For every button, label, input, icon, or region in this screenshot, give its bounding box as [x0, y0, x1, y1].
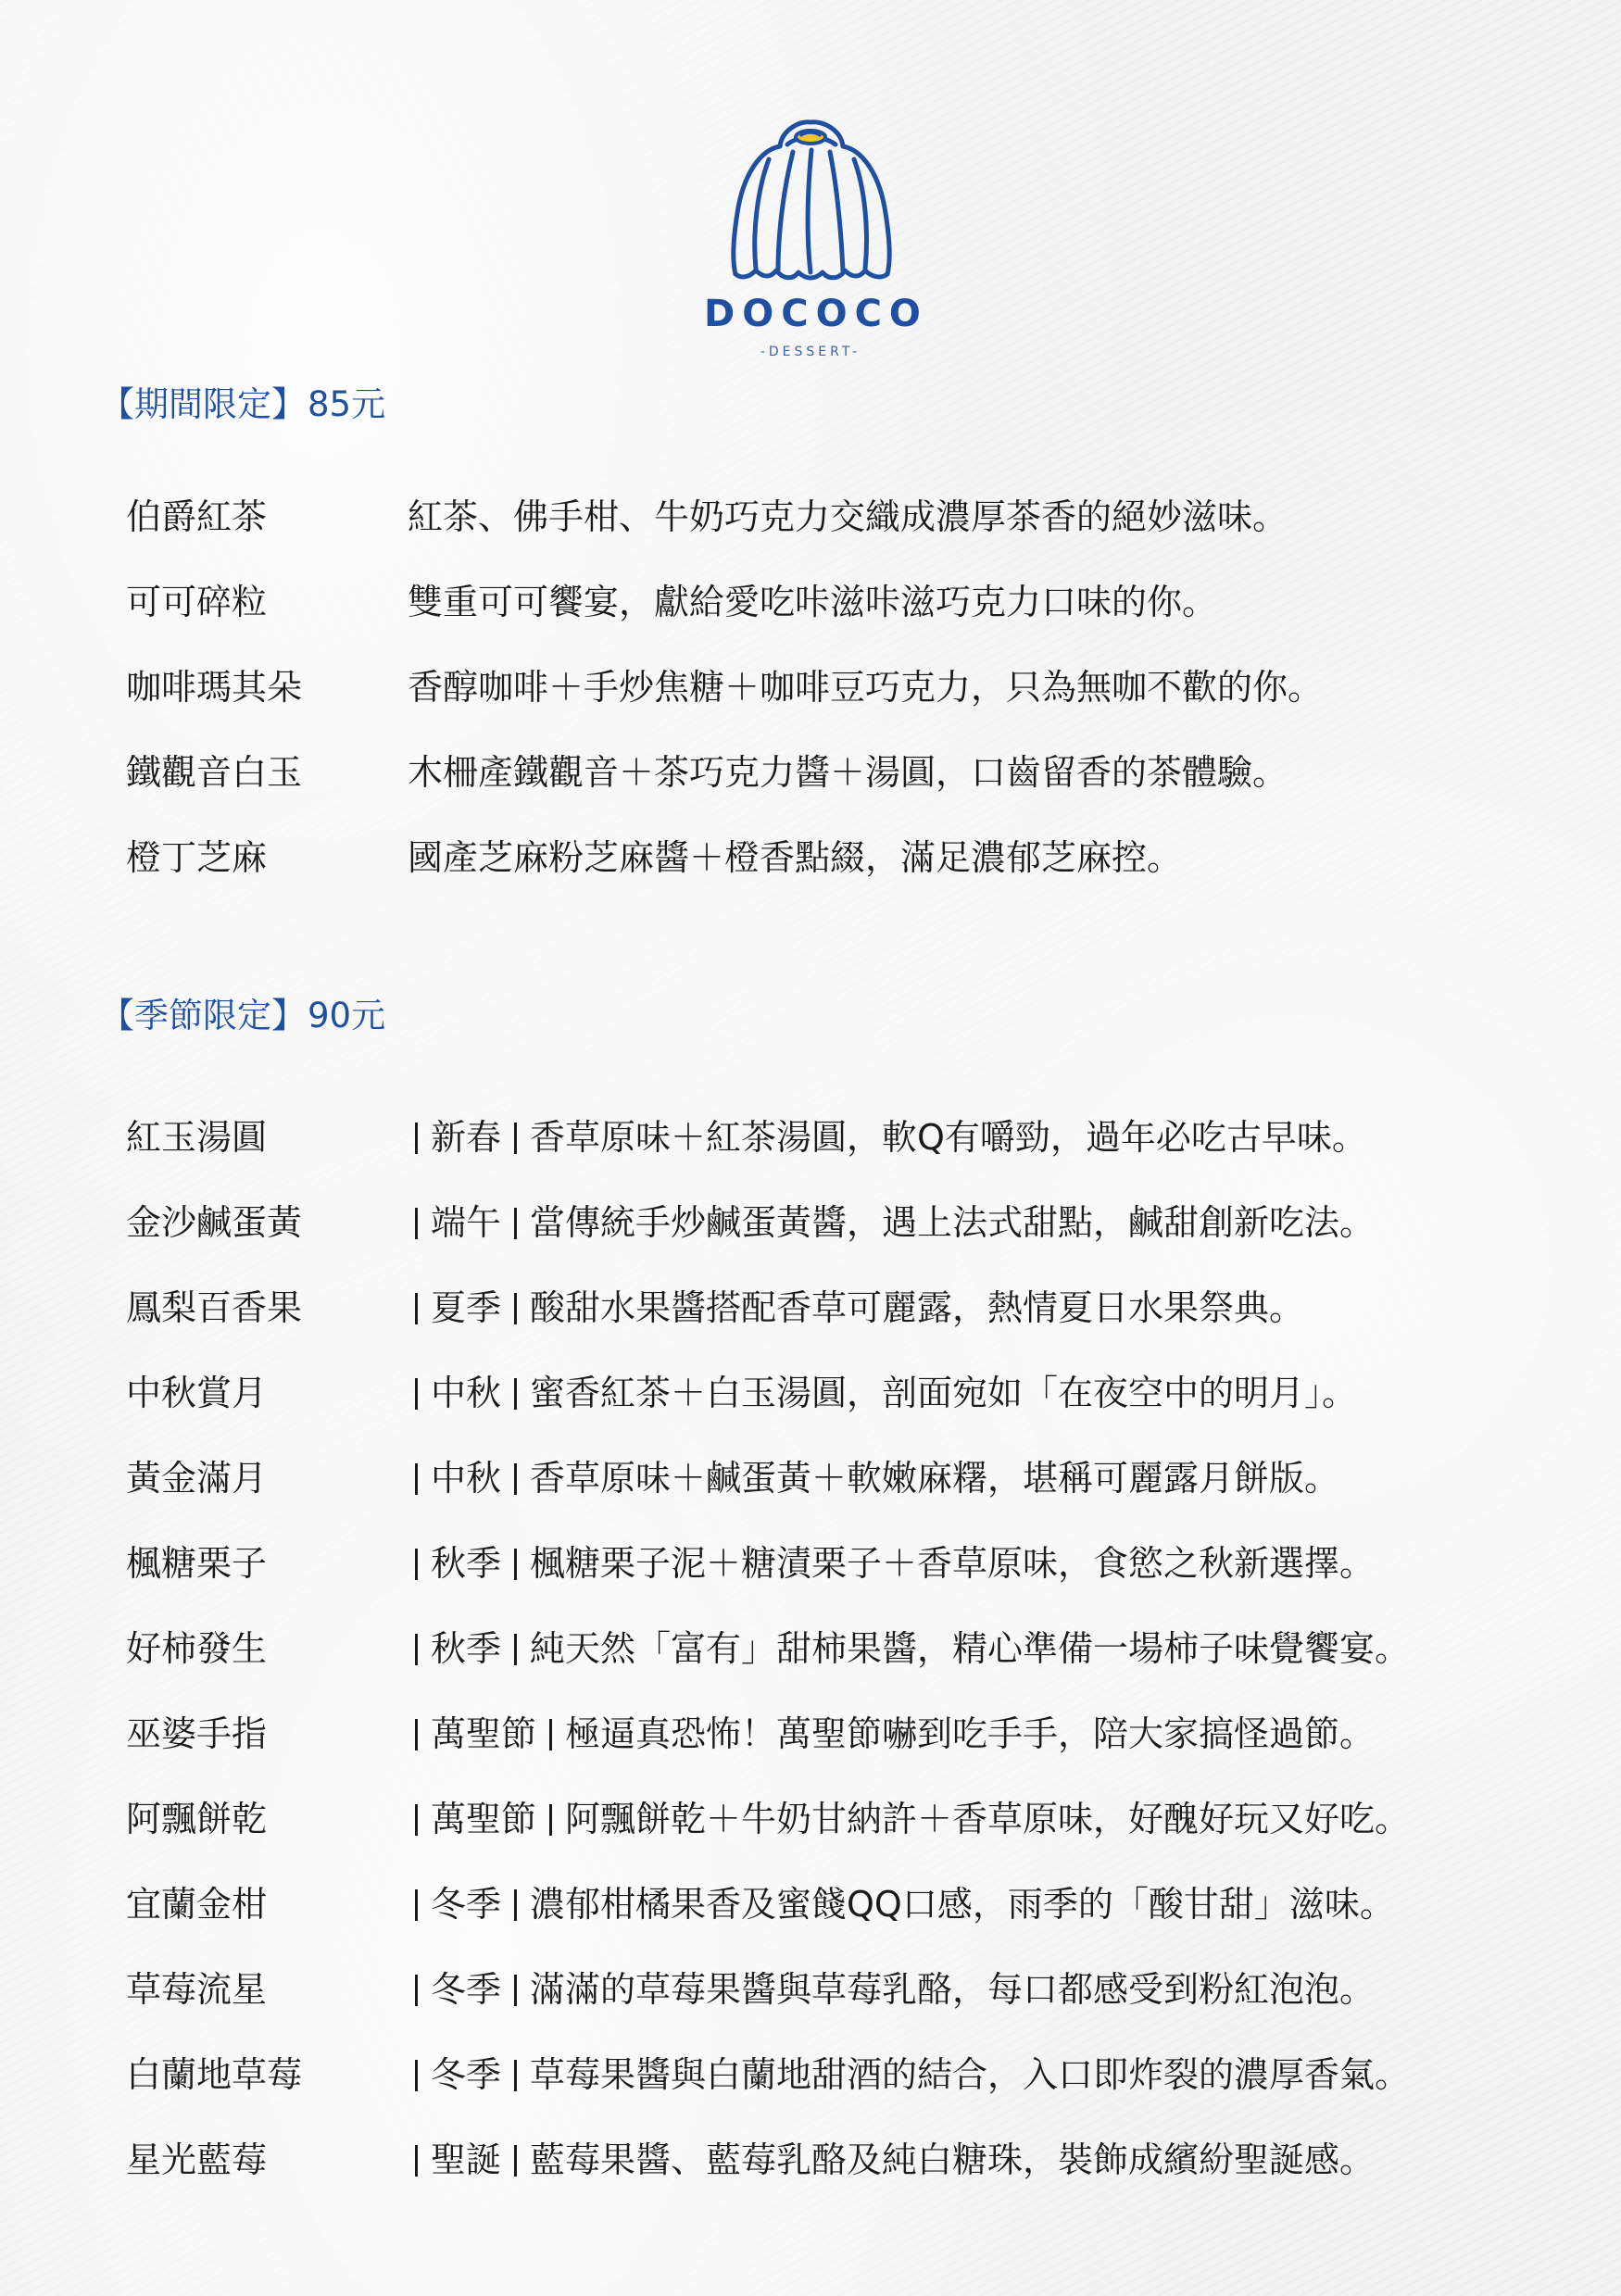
item-name: 星光藍莓	[126, 2139, 268, 2180]
item-name: 咖啡瑪其朵	[126, 667, 303, 708]
item-season: 端午	[431, 1202, 502, 1243]
brand-subtitle: -DESSERT-	[760, 345, 861, 359]
item-description: 蜜香紅茶＋白玉湯圓，剖面宛如「在夜空中的明月」。	[530, 1373, 1358, 1413]
brand-name: DOCOCO	[704, 293, 928, 335]
canele-icon	[715, 111, 906, 287]
item-season: 中秋	[431, 1458, 502, 1499]
item-name: 宜蘭金柑	[126, 1884, 268, 1925]
item-description: 香草原味＋紅茶湯圓，軟Q有嚼勁，過年必吃古早味。	[530, 1117, 1367, 1158]
item-description: 國產芝麻粉芝麻醬＋橙香點綴，滿足濃郁芝麻控。	[408, 837, 1183, 878]
item-name: 黃金滿月	[126, 1458, 268, 1499]
item-description: 純天然「富有」甜柿果醬，精心準備一場柿子味覺饗宴。	[530, 1628, 1411, 1669]
section-price: 85元	[308, 384, 386, 424]
item-description: 紅茶、佛手柑、牛奶巧克力交織成濃厚茶香的絕妙滋味。	[408, 496, 1288, 537]
item-description: 極逼真恐怖！萬聖節嚇到吃手手，陪大家搞怪過節。	[565, 1713, 1376, 1754]
item-description: 香醇咖啡＋手炒焦糖＋咖啡豆巧克力，只為無咖不歡的你。	[408, 667, 1324, 708]
item-description: 草莓果醬與白蘭地甜酒的結合，入口即炸裂的濃厚香氣。	[530, 2054, 1411, 2095]
item-name: 草莓流星	[126, 1969, 268, 2010]
item-description: 濃郁柑橘果香及蜜餞QQ口感，雨季的「酸甘甜」滋味。	[530, 1884, 1395, 1925]
item-season: 冬季	[431, 1884, 502, 1925]
section-price: 90元	[308, 996, 386, 1035]
item-name: 楓糖栗子	[126, 1543, 268, 1584]
item-name: 金沙鹹蛋黃	[126, 1202, 303, 1243]
item-season: 萬聖節	[431, 1799, 537, 1839]
item-name: 好柿發生	[126, 1628, 268, 1669]
item-name: 伯爵紅茶	[126, 496, 268, 537]
item-name: 白蘭地草莓	[126, 2054, 303, 2095]
item-description: 雙重可可饗宴，獻給愛吃咔滋咔滋巧克力口味的你。	[408, 582, 1218, 622]
item-description: 當傳統手炒鹹蛋黃醬，遇上法式甜點，鹹甜創新吃法。	[530, 1202, 1376, 1243]
item-season: 秋季	[431, 1543, 502, 1584]
section-title: 【期間限定】	[100, 384, 306, 424]
item-name: 中秋賞月	[126, 1373, 268, 1413]
item-name: 阿飄餅乾	[126, 1799, 268, 1839]
item-description: 酸甜水果醬搭配香草可麗露，熱情夏日水果祭典。	[530, 1287, 1305, 1328]
item-description: 香草原味＋鹹蛋黃＋軟嫩麻糬，堪稱可麗露月餅版。	[530, 1458, 1340, 1499]
item-season: 秋季	[431, 1628, 502, 1669]
item-name: 鳳梨百香果	[126, 1287, 303, 1328]
item-name: 紅玉湯圓	[126, 1117, 268, 1158]
section-heading-seasonal	[100, 987, 385, 1037]
item-season: 聖誕	[431, 2139, 502, 2180]
item-name: 鐵觀音白玉	[126, 752, 303, 793]
section-title: 【季節限定】	[100, 996, 306, 1035]
item-description: 楓糖栗子泥＋糖漬栗子＋香草原味，食慾之秋新選擇。	[530, 1543, 1376, 1584]
item-season: 冬季	[431, 2054, 502, 2095]
item-description: 藍莓果醬、藍莓乳酪及純白糖珠，裝飾成繽紛聖誕感。	[530, 2139, 1376, 2180]
section-heading-limited	[100, 376, 385, 426]
dococo-logo	[704, 111, 928, 370]
item-description: 木柵產鐵觀音＋茶巧克力醬＋湯圓，口齒留香的茶體驗。	[408, 752, 1288, 793]
item-description: 阿飄餅乾＋牛奶甘納許＋香草原味，好醜好玩又好吃。	[565, 1799, 1411, 1839]
item-name: 橙丁芝麻	[126, 837, 268, 878]
item-name: 可可碎粒	[126, 582, 268, 622]
item-description: 滿滿的草莓果醬與草莓乳酪，每口都感受到粉紅泡泡。	[530, 1969, 1376, 2010]
item-season: 新春	[431, 1117, 502, 1158]
item-season: 萬聖節	[431, 1713, 537, 1754]
item-season: 冬季	[431, 1969, 502, 2010]
item-season: 中秋	[431, 1373, 502, 1413]
item-name: 巫婆手指	[126, 1713, 268, 1754]
item-season: 夏季	[431, 1287, 502, 1328]
